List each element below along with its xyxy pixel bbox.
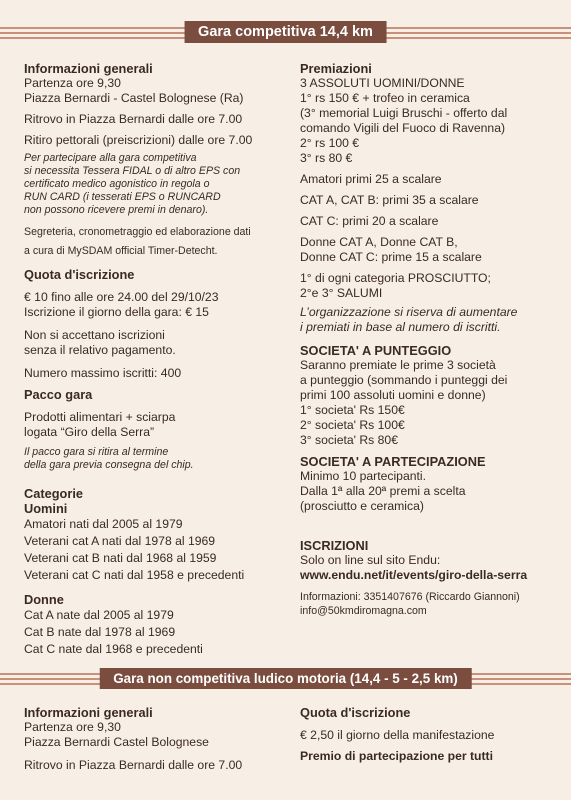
societa-line: Saranno premiate le prime 3 società <box>300 358 496 372</box>
premio-partecipazione: Premio di partecipazione per tutti <box>300 749 494 763</box>
info-title: Informazioni generali <box>24 61 153 76</box>
pacco-note-line: della gara previa consegna del chip. <box>24 459 194 471</box>
societa-line: 3° societa' Rs 80€ <box>300 433 398 447</box>
assoluti-line: comando Vigili del Fuoco di Ravenna) <box>300 121 506 135</box>
assoluti-line: (3° memorial Luigi Bruschi - offerto dal <box>300 106 508 120</box>
iscrizioni-title: ISCRIZIONI <box>300 538 369 553</box>
fidal-note <box>24 152 284 217</box>
note-line: certificato medico agonistico in regola o <box>24 178 210 190</box>
bottom-info-title: Informazioni generali <box>24 705 153 720</box>
pacco-note-line: Il pacco gara si ritira al termine <box>24 446 169 458</box>
quota-line: € 10 fino alle ore 24.00 del 29/10/23 <box>24 290 219 304</box>
assoluti-line: 3 ASSOLUTI UOMINI/DONNE <box>300 76 465 90</box>
uomini-line: Veterani cat C nati dal 1958 e precedenti <box>24 568 245 582</box>
ogni-cat-line: 2°e 3° SALUMI <box>300 286 383 300</box>
pacco-line: logata “Giro della Serra” <box>24 425 155 439</box>
note-line: Per partecipare alla gara competitiva <box>24 152 197 164</box>
bottom-partenza: Partenza ore 9,30 <box>24 720 121 734</box>
assoluti-line: 2° rs 100 € <box>300 136 360 150</box>
societa-line: 2° societa' Rs 100€ <box>300 418 405 432</box>
ogni-cat-line: 1° di ogni categoria PROSCIUTTO; <box>300 271 491 285</box>
partenza: Partenza ore 9,30 <box>24 76 121 90</box>
premiazioni-title: Premiazioni <box>300 61 372 76</box>
amatori-premi: Amatori primi 25 a scalare <box>300 172 442 186</box>
donne-title: Donne <box>24 592 64 607</box>
bottom-ritrovo: Ritrovo in Piazza Bernardi dalle ore 7.00 <box>24 758 243 772</box>
segreteria-line: a cura di MySDAM official Timer-Detecht. <box>24 245 218 257</box>
categorie-title: Categorie <box>24 486 84 501</box>
donne-line: Cat A nate dal 2005 al 1979 <box>24 608 174 622</box>
ritiro: Ritiro pettorali (preiscrizioni) dalle ore 7.00 <box>24 133 253 147</box>
bottom-left-column <box>24 705 284 773</box>
uomini-line: Veterani cat A nati dal 1978 al 1969 <box>24 534 216 548</box>
ritrovo: Ritrovo in Piazza Bernardi dalle ore 7.00 <box>24 112 243 126</box>
bottom-quota: € 2,50 il giorno della manifestazione <box>300 728 495 742</box>
bottom-quota-title: Quota d'iscrizione <box>300 705 411 720</box>
quota-title: Quota d'iscrizione <box>24 267 135 282</box>
uomini-title: Uomini <box>24 501 68 516</box>
quota-line: Iscrizione il giorno della gara: € 15 <box>24 305 209 319</box>
non-accettano-line: senza il relativo pagamento. <box>24 343 176 357</box>
left-column <box>24 61 284 658</box>
uomini-line: Amatori nati dal 2005 al 1979 <box>24 517 183 531</box>
donne-line: Cat B nate dal 1978 al 1969 <box>24 625 176 639</box>
cat-ab-premi: CAT A, CAT B: primi 35 a scalare <box>300 193 479 207</box>
societa-partecipazione-title: SOCIETA' A PARTECIPAZIONE <box>300 454 486 469</box>
org-note-line: i premiati in base al numero di iscritti. <box>300 320 501 334</box>
uomini-line: Veterani cat B nati dal 1968 al 1959 <box>24 551 217 565</box>
societa-line: 1° societa' Rs 150€ <box>300 403 405 417</box>
numero-massimo: Numero massimo iscritti: 400 <box>24 366 182 380</box>
bottom-piazza: Piazza Bernardi Castel Bolognese <box>24 735 209 749</box>
donne-line: Cat C nate dal 1968 e precedenti <box>24 642 203 656</box>
bottom-right-column <box>300 705 562 764</box>
non-accettano-line: Non si accettano iscrizioni <box>24 328 165 342</box>
endu-link[interactable]: www.endu.net/it/events/giro-della-serra <box>300 568 528 582</box>
banner-gara-competitiva: Gara competitiva 14,4 km <box>184 21 387 43</box>
iscrizioni-text: Solo on line sul sito Endu: <box>300 553 441 567</box>
pacco-title: Pacco gara <box>24 387 93 402</box>
org-note-line: L’organizzazione si riserva di aumentare <box>300 305 518 319</box>
right-column <box>300 61 562 618</box>
donne-cat-line: Donne CAT A, Donne CAT B, <box>300 235 458 249</box>
partecipazione-line: (prosciutto e ceramica) <box>300 499 424 513</box>
note-line: si necessita Tessera FIDAL o di altro EPS con <box>24 165 241 177</box>
segreteria-line: Segreteria, cronometraggio ed elaborazione dati <box>24 226 251 238</box>
contatti-line: info@50kmdiromagna.com <box>300 604 427 617</box>
note-line: non possono ricevere premi in denaro). <box>24 204 209 216</box>
banner-gara-non-competitiva: Gara non competitiva ludico motoria (14,4 - 5 - 2,5 km) <box>99 668 472 689</box>
partecipazione-line: Dalla 1ª alla 20ª premi a scelta <box>300 484 466 498</box>
segreteria <box>24 223 284 261</box>
societa-line: a punteggio (sommando i punteggi dei <box>300 373 508 387</box>
assoluti-line: 3° rs 80 € <box>300 151 353 165</box>
pacco-line: Prodotti alimentari + sciarpa <box>24 410 176 424</box>
note-line: RUN CARD (i tesserati EPS o RUNCARD <box>24 191 221 203</box>
societa-line: primi 100 assoluti uomini e donne) <box>300 388 486 402</box>
societa-punteggio-title: SOCIETA' A PUNTEGGIO <box>300 343 452 358</box>
donne-cat-line: Donne CAT C: prime 15 a scalare <box>300 250 482 264</box>
piazza: Piazza Bernardi - Castel Bolognese (Ra) <box>24 91 244 105</box>
assoluti-line: 1° rs 150 € + trofeo in ceramica <box>300 91 470 105</box>
contatti-line: Informazioni: 3351407676 (Riccardo Giannoni) <box>300 591 520 603</box>
cat-c-premi: CAT C: primi 20 a scalare <box>300 214 439 228</box>
partecipazione-line: Minimo 10 partecipanti. <box>300 469 426 483</box>
